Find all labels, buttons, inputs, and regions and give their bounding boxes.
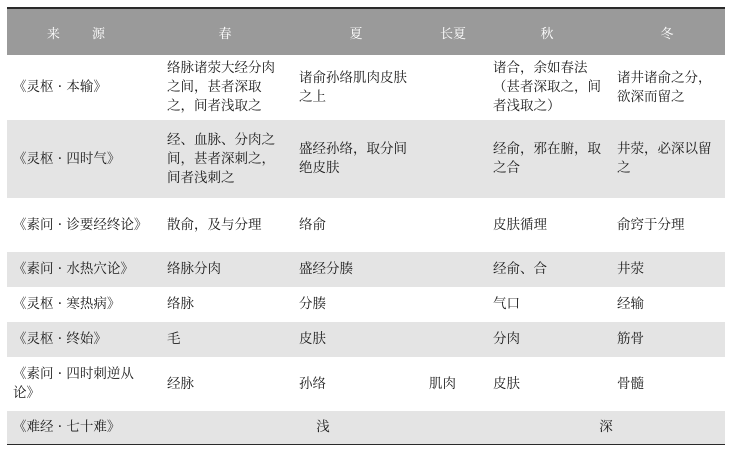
source-cell: 《素问 · 水热穴论》 — [7, 252, 159, 287]
spring-cell: 经、血脉、分肉之间，甚者深刺之，间者浅刺之 — [159, 120, 291, 198]
autumn-cell: 分肉 — [485, 322, 609, 357]
spring-cell: 络脉诸荥大经分肉之间，甚者深取之，间者浅取之 — [167, 60, 275, 114]
winter-cell: 经输 — [617, 296, 644, 312]
summer-cell: 皮肤 — [291, 322, 421, 357]
autumn-cell: 经俞、合 — [485, 252, 609, 287]
summer-cell: 分腠 — [299, 296, 326, 312]
deep-cell: 深 — [485, 411, 725, 444]
winter-cell: 筋骨 — [609, 322, 725, 357]
header-autumn: 秋 — [485, 9, 609, 55]
table-row — [7, 252, 725, 287]
summer-cell: 孙络 — [299, 375, 326, 392]
summer-cell: 络俞 — [299, 216, 326, 233]
source-cell: 《素问 · 诊要经终论》 — [13, 216, 148, 233]
autumn-cell: 诸合，余如春法（甚者深取之，间者浅取之） — [493, 60, 601, 114]
table-bottom-rule — [7, 444, 725, 445]
acupuncture-season-table — [7, 9, 725, 444]
autumn-cell: 皮肤循理 — [493, 216, 547, 233]
winter-cell: 诸井诸俞之分，欲深而留之 — [617, 69, 712, 105]
autumn-cell: 皮肤 — [493, 375, 520, 392]
table-row — [7, 287, 725, 322]
source-cell: 《灵枢 · 本输》 — [13, 79, 107, 95]
header-row — [7, 9, 725, 55]
table-row — [7, 198, 725, 252]
source-cell: 《灵枢 · 四时气》 — [7, 120, 159, 198]
acupuncture-season-table-wrapper — [7, 7, 725, 445]
table-row-nanjing — [7, 411, 725, 444]
table-row — [7, 120, 725, 198]
source-cell: 《灵枢 · 终始》 — [7, 322, 159, 357]
winter-cell: 骨髓 — [617, 375, 644, 392]
late-summer-cell — [421, 322, 485, 357]
header-winter: 冬 — [609, 9, 725, 55]
autumn-cell: 气口 — [493, 296, 520, 312]
late-summer-cell — [421, 120, 485, 198]
winter-cell: 井荥，必深以留之 — [609, 120, 725, 198]
winter-cell: 俞窍于分理 — [617, 216, 685, 233]
late-summer-cell — [421, 252, 485, 287]
source-cell: 《灵枢 · 寒热病》 — [13, 296, 121, 312]
summer-cell: 盛经分腠 — [291, 252, 421, 287]
header-source: 来 源 — [7, 9, 159, 55]
table-row — [7, 55, 725, 120]
header-late-summer: 长夏 — [421, 9, 485, 55]
source-cell: 《难经 · 七十难》 — [7, 411, 159, 444]
spring-cell: 络脉分肉 — [159, 252, 291, 287]
summer-cell: 诸俞孙络肌肉皮肤之上 — [299, 69, 407, 105]
spring-cell: 络脉 — [167, 296, 194, 312]
late-summer-cell — [421, 198, 485, 252]
autumn-cell: 经俞，邪在腑，取之合 — [485, 120, 609, 198]
table-row — [7, 322, 725, 357]
table-row — [7, 357, 725, 411]
source-cell: 《素问 · 四时刺逆从论》 — [13, 366, 134, 401]
header-spring: 春 — [159, 9, 291, 55]
spring-cell: 散俞，及与分理 — [167, 216, 262, 233]
shallow-cell: 浅 — [159, 411, 485, 444]
header-summer: 夏 — [291, 9, 421, 55]
late-summer-cell — [421, 55, 485, 120]
late-summer-cell: 肌肉 — [429, 375, 456, 392]
spring-cell: 经脉 — [167, 375, 194, 392]
winter-cell: 井荥 — [609, 252, 725, 287]
spring-cell: 毛 — [159, 322, 291, 357]
summer-cell: 盛经孙络，取分间绝皮肤 — [291, 120, 421, 198]
late-summer-cell — [421, 287, 485, 322]
